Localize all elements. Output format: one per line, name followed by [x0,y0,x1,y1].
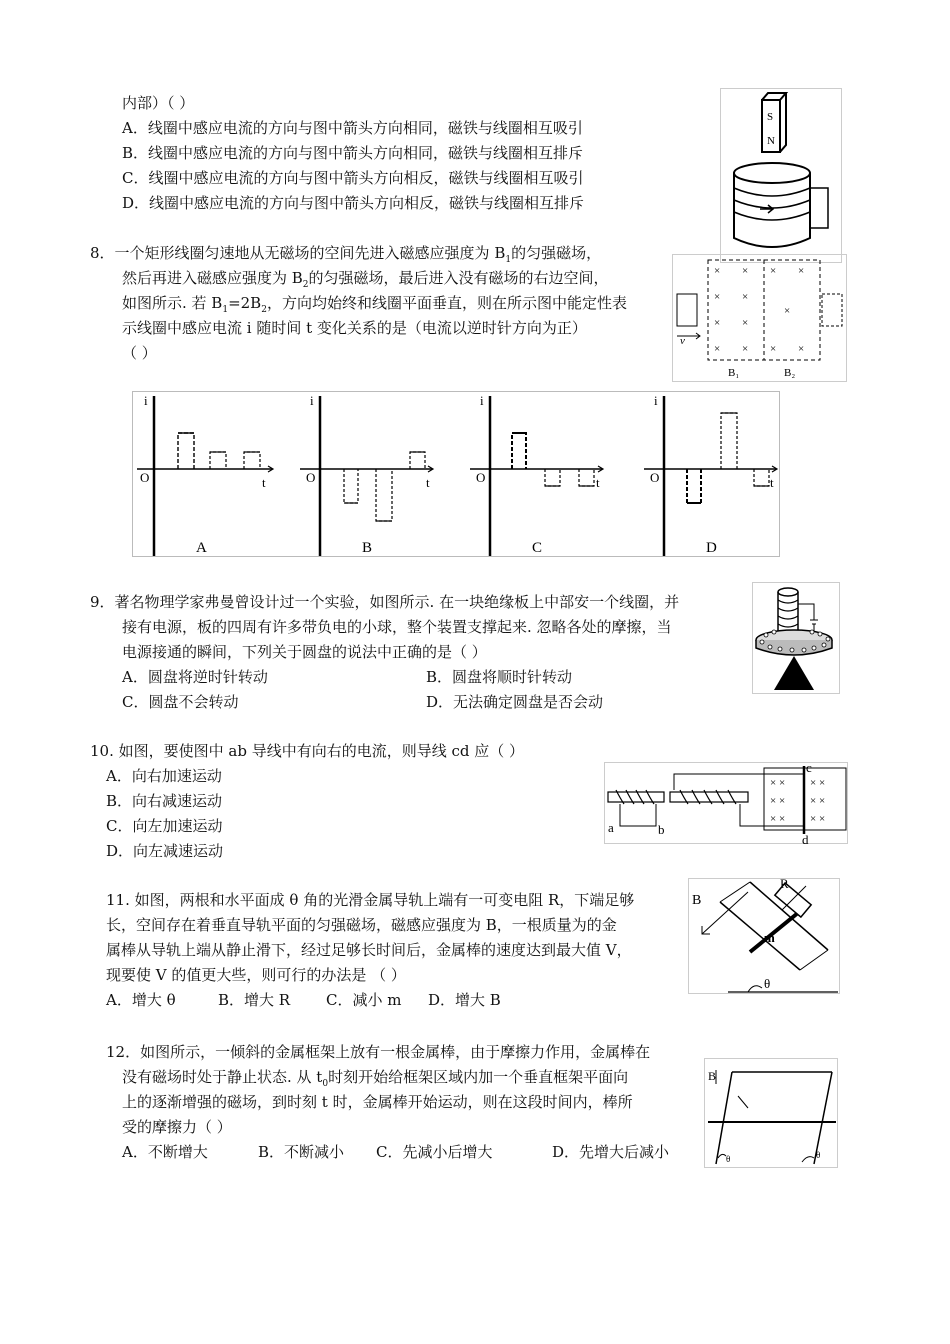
resistor-label: R [780,878,789,891]
svg-text:× ×: × × [770,813,786,825]
graph-label-c: C [532,540,543,556]
svg-text:×: × [714,291,721,303]
svg-text:O: O [476,470,486,485]
q10-circuit-figure [604,762,848,844]
b-field-label: B [692,893,702,908]
svg-text:× ×: × × [810,795,826,807]
q11-option-b[interactable]: B．增大 R [218,991,291,1009]
q8-answer-blank: （ ） [122,344,157,362]
svg-text:i: i [144,393,148,408]
svg-text:t: t [426,475,430,490]
svg-text:×: × [742,317,749,329]
q10-option-b[interactable]: B．向右减速运动 [106,792,223,810]
q12-option-d[interactable]: D．先增大后减小 [552,1143,670,1161]
q9-feynman-disk-figure [752,582,840,694]
q9-option-d[interactable]: D．无法确定圆盘是否会动 [426,693,604,711]
svg-text:t: t [596,475,600,490]
q12-stem-line1: 12．如图所示，一倾斜的金属框架上放有一根金属棒，由于摩擦力作用，金属棒在 [106,1043,651,1061]
velocity-label: v [680,335,685,347]
q8-stem-line4: 示线圈中感应电流 i 随时间 t 变化关系的是（电流以逆时针方向为正） [122,319,587,337]
q11-option-d[interactable]: D．增大 B [428,991,501,1009]
svg-text:× ×: × × [770,777,786,789]
svg-text:×: × [714,343,721,355]
graph-a[interactable] [137,396,273,556]
label-c: c [806,762,812,775]
q9-stem-line3: 电源接通的瞬间，下列关于圆盘的说法中正确的是（ ） [122,643,487,661]
magnet-n-label: N [767,135,775,147]
svg-text:× ×: × × [810,777,826,789]
q11-stem-line4: 现要使 V 的值更大些，则可行的办法是 （ ） [106,966,406,984]
q9-option-a[interactable]: A．圆盘将逆时针转动 [122,668,268,686]
q10-option-a[interactable]: A．向右加速运动 [106,767,222,785]
q12-stem-line4: 受的摩擦力（ ） [122,1118,232,1136]
label-b: b [658,822,665,837]
q10-option-d[interactable]: D．向左减速运动 [106,842,224,860]
q7-option-a[interactable]: A．线圈中感应电流的方向与图中箭头方向相同，磁铁与线圈相互吸引 [122,119,583,137]
q11-stem-line3: 属棒从导轨上端从静止滑下，经过足够长时间后，金属棒的速度达到最大值 V， [106,941,632,959]
q10-stem: 10. 如图，要使图中 ab 导线中有向右的电流，则导线 cd 应（ ） [90,742,525,760]
b2-label: B₂ [784,367,796,379]
q8-stem-line1: 8．一个矩形线圈匀速地从无磁场的空间先进入磁感应强度为 $B_1$的匀强磁场， [90,244,602,265]
q11-stem-line2: 长，空间存在着垂直导轨平面的匀强磁场，磁感应强度为 B，一根质量为的金 [106,916,617,934]
svg-text:O: O [650,470,660,485]
svg-text:×: × [742,291,749,303]
q12-incline-frame-figure [704,1058,838,1168]
svg-text:×: × [770,265,777,277]
svg-text:O: O [140,470,150,485]
q12-stem-line3: 上的逐渐增强的磁场，到时刻 t 时，金属棒开始运动，则在这段时间内，棒所 [122,1093,633,1111]
svg-text:O: O [306,470,316,485]
q8-stem-line2: 然后再进入磁感应强度为 $B_2$的匀强磁场，最后进入没有磁场的右边空间， [122,269,609,290]
b-field-label: B [708,1069,717,1083]
q9-stem-line2: 接有电源，板的四周有许多带负电的小球，整个装置支撑起来. 忽略各处的摩擦，当 [122,618,672,636]
q11-option-a[interactable]: A．增大 θ [106,991,176,1009]
q12-stem-line2: 没有磁场时处于静止状态. 从 $t_0$时刻开始给框架区域内加一个垂直框架平面向 [122,1068,629,1089]
svg-text:×: × [742,265,749,277]
theta-label: θ [764,976,771,991]
graph-label-d: D [706,540,717,556]
q11-incline-rails-figure [688,878,840,994]
q8-graph-options [132,391,780,557]
svg-text:×: × [714,265,721,277]
q7-magnet-coil-figure [720,88,842,263]
q7-stem-end: 内部）（ ） [122,94,195,112]
graph-label-b: B [362,540,373,556]
graph-b[interactable] [300,396,433,556]
svg-text:t: t [262,475,266,490]
svg-text:i: i [654,393,658,408]
b1-label: B₁ [728,367,740,379]
graph-d[interactable] [644,396,777,556]
svg-text:×: × [784,305,791,317]
magnet-s-label: S [767,111,774,123]
label-a: a [608,820,614,835]
graph-label-a: A [196,540,207,556]
q9-stem-line1: 9．著名物理学家弗曼曾设计过一个实验，如图所示. 在一块绝缘板上中部安一个线圈，并 [90,593,680,611]
svg-text:t: t [770,475,774,490]
q12-option-c[interactable]: C．先减小后增大 [376,1143,493,1161]
q9-option-c[interactable]: C．圆盘不会转动 [122,693,239,711]
theta-left-label: θ [726,1154,731,1164]
svg-text:× ×: × × [770,795,786,807]
svg-text:i: i [480,393,484,408]
svg-text:×: × [770,343,777,355]
q12-option-a[interactable]: A．不断增大 [122,1143,208,1161]
q8-magnetic-field-figure [672,254,847,382]
mass-label: m [764,930,775,945]
svg-text:×: × [742,343,749,355]
q8-stem-line3: 如图所示. 若 $B_1=2B_2$，方向均始终和线圈平面垂直，则在所示图中能定性表 [122,294,627,315]
label-d: d [802,832,809,844]
svg-text:×: × [714,317,721,329]
q11-stem-line1: 11. 如图，两根和水平面成 θ 角的光滑金属导轨上端有一可变电阻 R，下端足够 [106,891,635,909]
graph-c[interactable] [470,396,603,556]
q7-option-c[interactable]: C．线圈中感应电流的方向与图中箭头方向相反，磁铁与线圈相互吸引 [122,169,584,187]
svg-text:×: × [798,265,805,277]
q7-option-d[interactable]: D．线圈中感应电流的方向与图中箭头方向相反，磁铁与线圈相互排斥 [122,194,585,212]
q7-option-b[interactable]: B．线圈中感应电流的方向与图中箭头方向相同，磁铁与线圈相互排斥 [122,144,584,162]
q12-option-b[interactable]: B．不断减小 [258,1143,345,1161]
svg-text:i: i [310,393,314,408]
q10-option-c[interactable]: C．向左加速运动 [106,817,223,835]
svg-text:× ×: × × [810,813,826,825]
theta-right-label: θ [816,1150,821,1160]
q9-option-b[interactable]: B．圆盘将顺时针转动 [426,668,573,686]
svg-text:×: × [798,343,805,355]
q11-option-c[interactable]: C．减小 m [326,991,402,1009]
